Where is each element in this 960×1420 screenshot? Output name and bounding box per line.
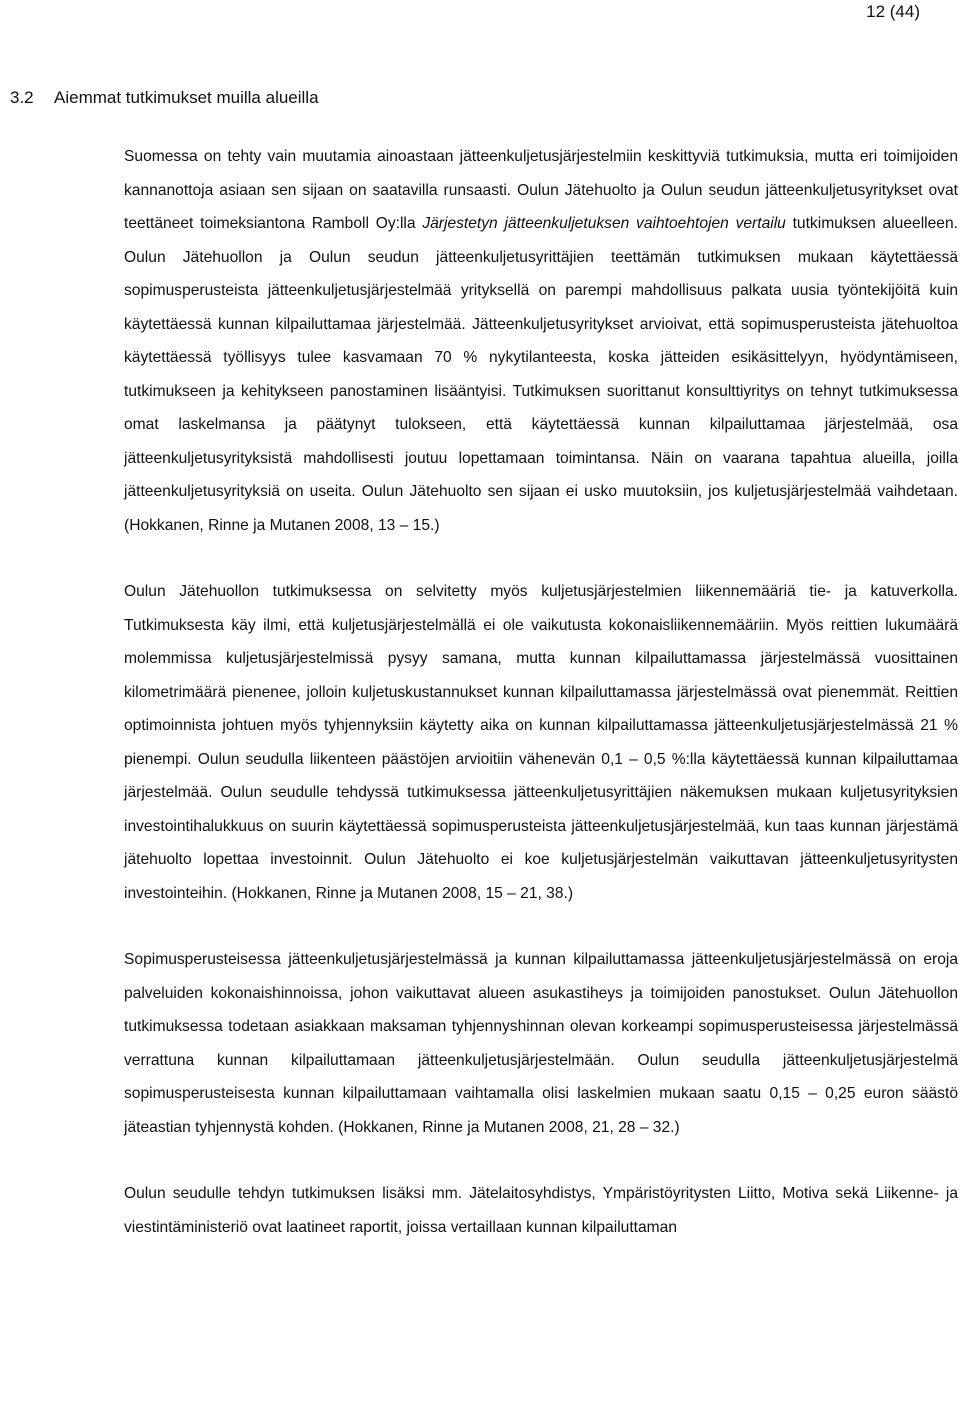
report-title: Järjestetyn jätteenkuljetuksen vaihtoehtojen vertailu <box>422 215 786 232</box>
paragraph-1 <box>124 140 958 542</box>
section-number: 3.2 <box>10 88 34 107</box>
page-number: 12 (44) <box>866 2 920 21</box>
section-title: Aiemmat tutkimukset muilla alueilla <box>54 88 319 107</box>
section-heading <box>10 86 319 110</box>
paragraph-3: Sopimusperusteisessa jätteenkuljetusjärjestelmässä ja kunnan kilpailuttamassa jätteenkuljetusjärjestelmässä on eroja palveluiden kokonaishinnoissa, johon vaikuttavat alueen asukastiheys ja toimijoiden panostukset. Oulun Jätehuollon tutkimuksessa todetaan asiakkaan maksaman tyhjennyshinnan olevan korkeampi sopimusperusteisessa järjestelmässä verrattuna kunnan kilpailuttamaan jätteenkuljetusjärjestelmään. Oulun seudulla jätteenkuljetusjärjestelmä sopimusperusteisesta kunnan kilpailuttamaan vaihtamalla olisi laskelmien mukaan saatu 0,15 – 0,25 euron säästö jäteastian tyhjennystä kohden. (Hokkanen, Rinne ja Mutanen 2008, 21, 28 – 32.) <box>124 951 958 1136</box>
paragraph-1-text-b: tutkimuksen alueelleen. Oulun Jätehuollon ja Oulun seudun jätteenkuljetusyrittäjien teettämän tutkimuksen mukaan käytettäessä sopimusperusteista jätteenkuljetusjärjestelmää yrityksellä on parempi mahdollisuus palkata uusia työntekijöitä kuin käytettäessä kunnan kilpailuttamaa järjestelmää. Jätteenkuljetusyritykset arvioivat, että sopimusperusteista jätehuoltoa käytettäessä työllisyys tulee kasvamaan 70 % nykytilanteesta, koska jätteiden esikäsittelyyn, hyödyntämiseen, tutkimukseen ja kehitykseen panostaminen lisääntyisi. Tutkimuksen suorittanut konsulttiyritys on tehnyt tutkimuksessa omat laskelmansa ja päätynyt tulokseen, että käytettäessä kunnan kilpailuttamaa järjestelmää, osa jätteenkuljetusyrityksistä mahdollisesti joutuu lopettamaan toimintansa. Näin on vaarana tapahtua alueilla, joilla jätteenkuljetusyrityksiä on useita. Oulun Jätehuolto sen sijaan ei usko muutoksiin, jos kuljetusjärjestelmää vaihdetaan. (Hokkanen, Rinne ja Mutanen 2008, 13 – 15.) <box>124 215 958 534</box>
paragraph-1-text-a: Suomessa on tehty vain muutamia ainoastaan jätteenkuljetusjärjestelmiin keskittyviä tutkimuksia, mutta eri toimijoiden kannanottoja asiaan sen sijaan on saatavilla runsaasti. Oulun Jätehuolto ja Oulun seudun jätteenkuljetusyritykset ovat teettäneet toimeksiantona Ramboll Oy:lla <box>124 148 958 232</box>
paragraph-4: Oulun seudulle tehdyn tutkimuksen lisäksi mm. Jätelaitosyhdistys, Ympäristöyritysten Liitto, Motiva sekä Liikenne- ja viestintäministeriö ovat laatineet raportit, joissa vertaillaan kunnan kilpailuttaman <box>124 1185 958 1236</box>
body-text <box>124 140 958 1244</box>
paragraph-2: Oulun Jätehuollon tutkimuksessa on selvitetty myös kuljetusjärjestelmien liikennemääriä tie- ja katuverkolla. Tutkimuksesta käy ilmi, että kuljetusjärjestelmällä ei ole vaikutusta kokonaisliikennemääriin. Myös reittien lukumäärä molemmissa kuljetusjärjestelmissä pysyy samana, mutta kunnan kilpailuttamassa järjestelmässä vuosittainen kilometrimäärä pienenee, jolloin kuljetuskustannukset kunnan kilpailuttamassa järjestelmässä ovat pienemmät. Reittien optimoinnista johtuen myös tyhjennyksiin käytetty aika on kunnan kilpailuttamassa jätteenkuljetusjärjestelmässä 21 % pienempi. Oulun seudulla liikenteen päästöjen arvioitiin vähenevän 0,1 – 0,5 %:lla käytettäessä kunnan kilpailuttamaa järjestelmää. Oulun seudulle tehdyssä tutkimuksessa jätteenkuljetusyrittäjien näkemuksen mukaan kuljetusyrityksien investointihalukkuus on suurin käytettäessä sopimusperusteista jätteenkuljetusjärjestelmää, kun taas kunnan järjestämä jätehuolto lopettaa investoinnit. Oulun Jätehuolto ei koe kuljetusjärjestelmän vaikuttavan jätteenkuljetusyritysten investointeihin. (Hokkanen, Rinne ja Mutanen 2008, 15 – 21, 38.) <box>124 583 958 902</box>
